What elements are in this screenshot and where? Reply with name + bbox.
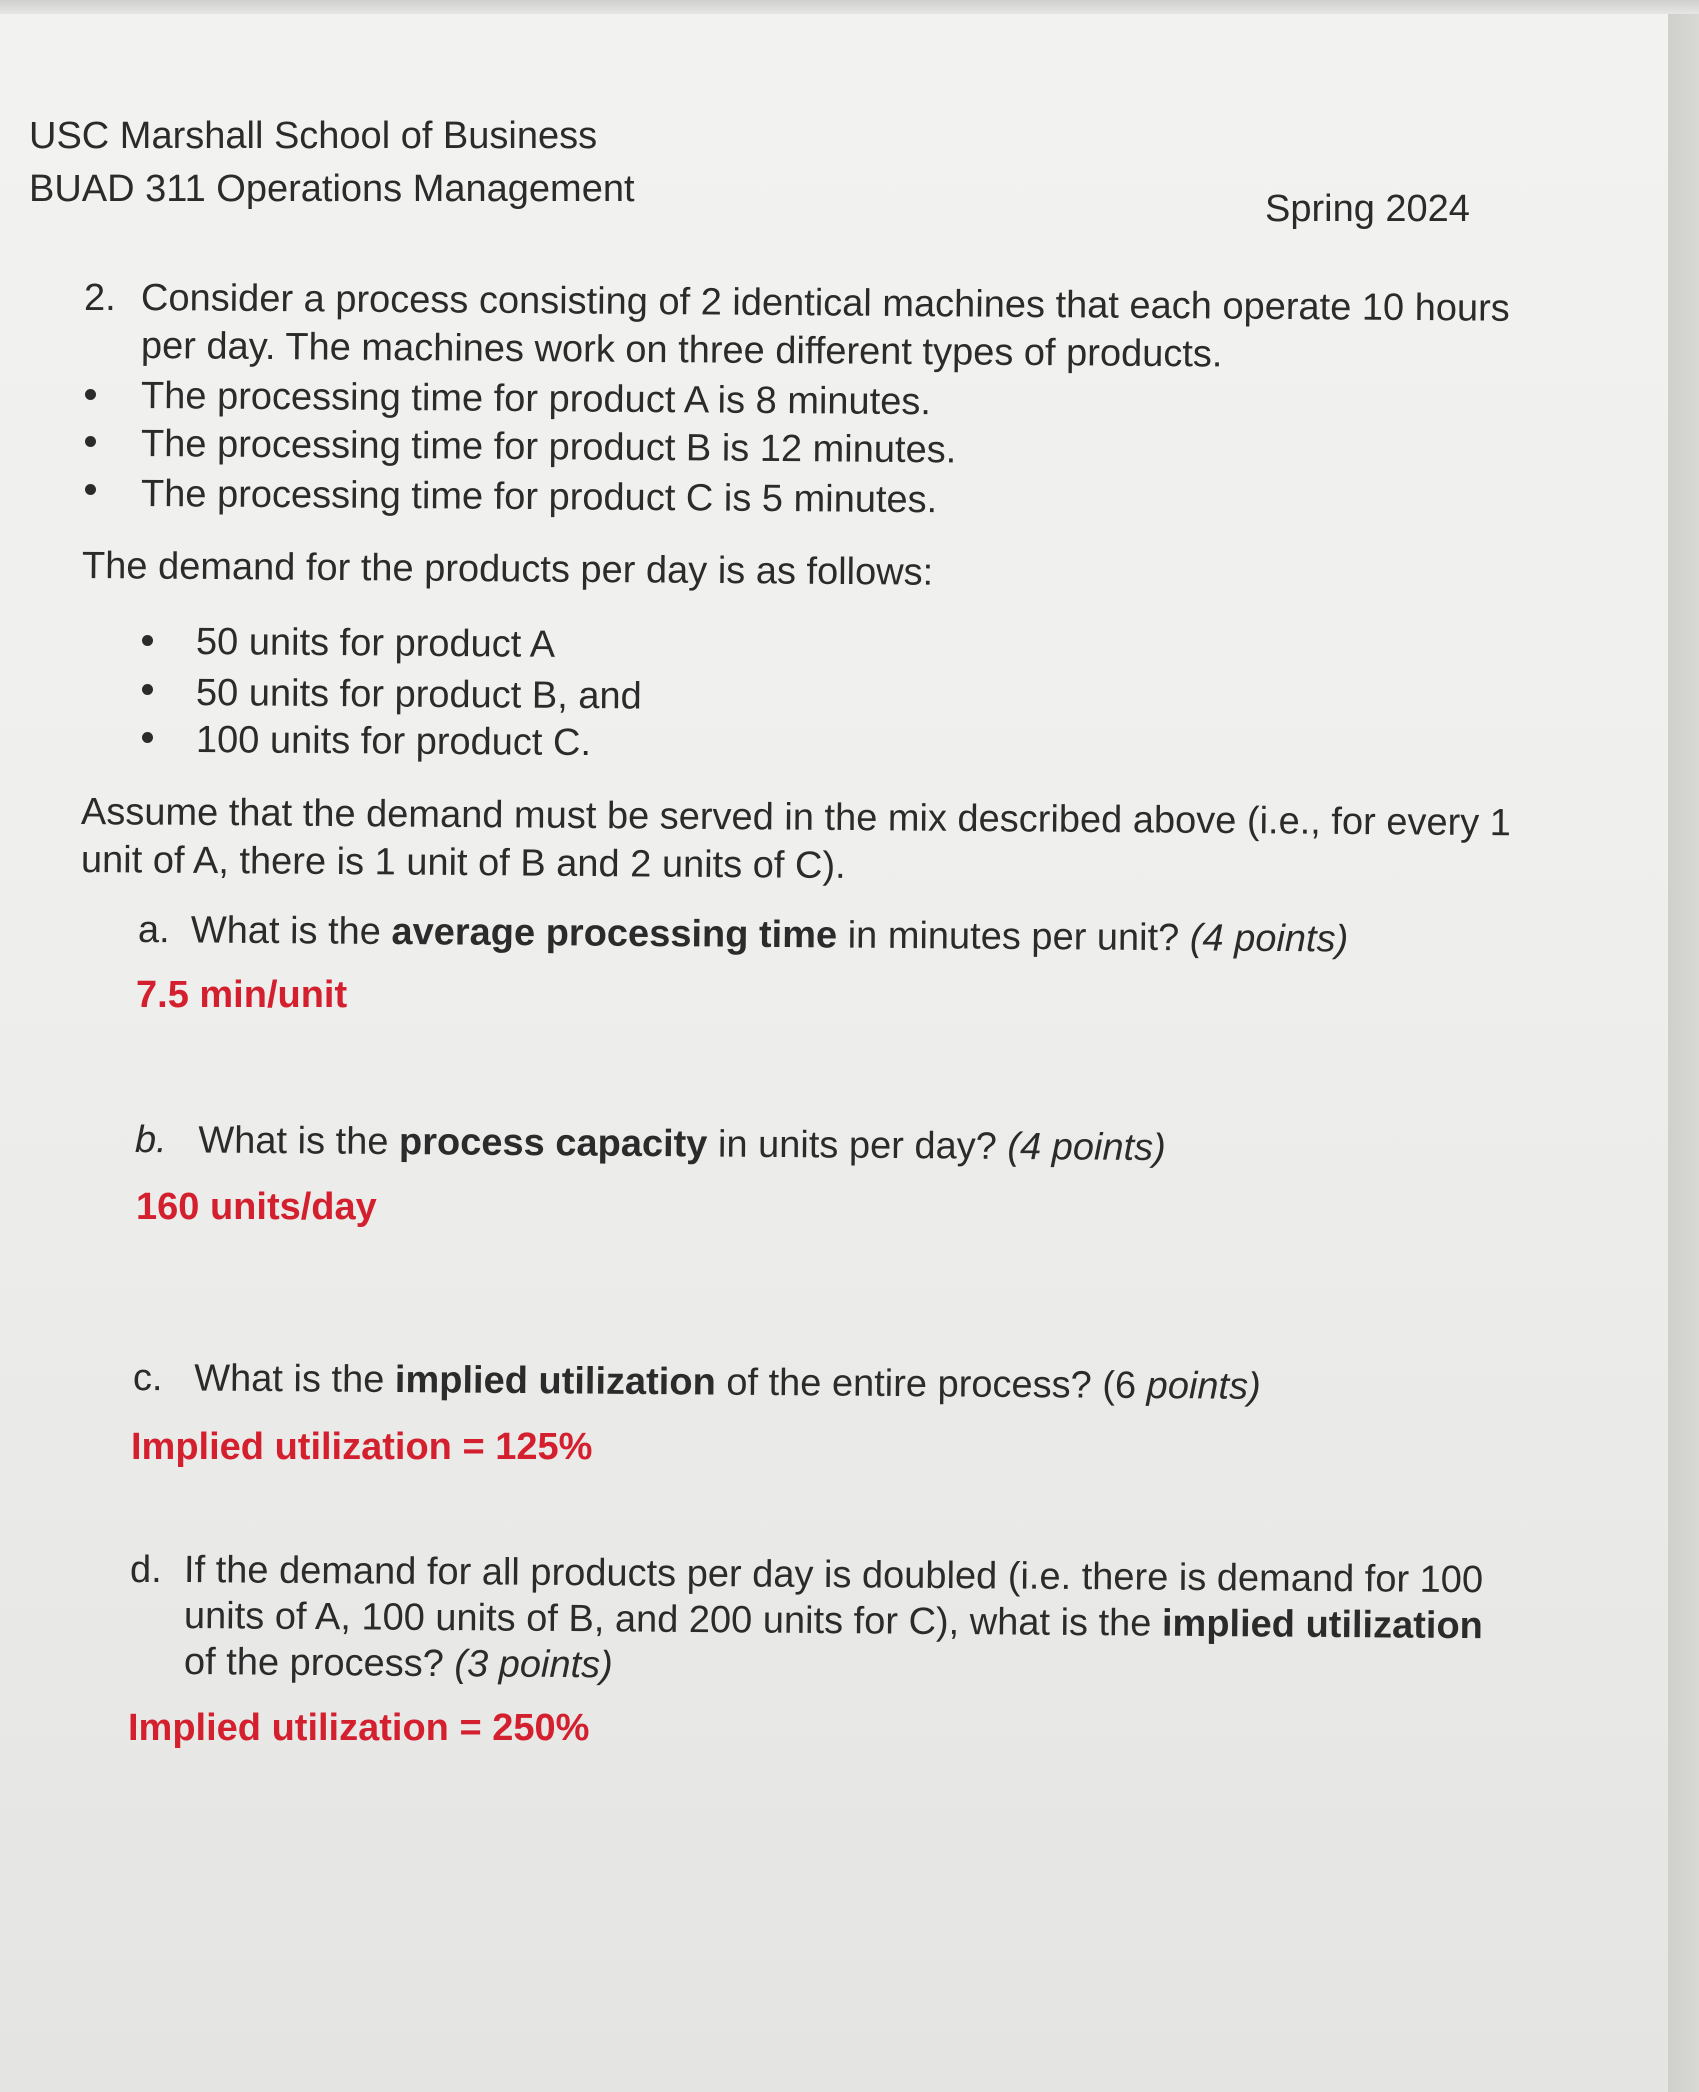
processing-time-b: The processing time for product B is 12 minutes. — [140, 423, 957, 472]
part-a-letter: a. — [137, 909, 170, 952]
part-b-answer: 160 units/day — [136, 1186, 377, 1228]
part-d-line2-pre: units of A, 100 units of B, and 200 units for C), what is the — [183, 1595, 1163, 1645]
part-b-points: (4 points) — [1007, 1125, 1166, 1170]
part-d-line2-bold: implied utilization — [1161, 1602, 1484, 1648]
part-c-post: of the entire process? (6 — [715, 1361, 1147, 1407]
question-number: 2. — [84, 277, 116, 319]
processing-time-a: The processing time for product A is 8 minutes. — [140, 375, 932, 424]
part-c-letter: c. — [132, 1357, 163, 1400]
bullet-icon — [85, 436, 96, 447]
part-b-letter: b. — [134, 1119, 167, 1162]
bullet-icon — [85, 484, 96, 495]
part-a-pre: What is the — [190, 909, 392, 953]
assumption-line2: unit of A, there is 1 unit of B and 2 units of C). — [80, 839, 846, 888]
part-d-answer: Implied utilization = 250% — [128, 1707, 590, 1749]
demand-item-c: 100 units for product C. — [195, 719, 592, 765]
question-intro-line2: per day. The machines work on three different types of products. — [140, 325, 1223, 376]
part-b-pre: What is the — [198, 1119, 400, 1164]
bullet-icon — [142, 684, 153, 695]
question-intro-line1: Consider a process consisting of 2 identical machines that each operate 10 hours — [140, 277, 1510, 330]
part-d-line1: If the demand for all products per day is doubled (i.e. there is demand for 100 — [183, 1549, 1484, 1602]
bullet-icon — [85, 389, 96, 400]
part-c-question — [133, 1356, 1261, 1409]
course-title: BUAD 311 Operations Management — [29, 168, 635, 210]
processing-time-c: The processing time for product C is 5 minutes. — [140, 473, 938, 522]
part-c-points: points) — [1146, 1364, 1261, 1408]
part-c-bold: implied utilization — [394, 1359, 716, 1404]
part-a-points: (4 points) — [1189, 917, 1349, 961]
part-b-post: in units per day? — [707, 1123, 1008, 1168]
part-d-letter: d. — [130, 1549, 162, 1591]
term-label: Spring 2024 — [1265, 188, 1470, 230]
part-d-line3 — [184, 1640, 613, 1687]
part-d-points: (3 points) — [454, 1643, 613, 1687]
page-edge-shadow — [1668, 0, 1699, 2092]
school-name: USC Marshall School of Business — [29, 115, 598, 157]
part-d-line3-pre: of the process? — [183, 1641, 455, 1686]
part-c-pre: What is the — [194, 1357, 396, 1402]
demand-item-b: 50 units for product B, and — [195, 672, 642, 718]
part-b-bold: process capacity — [398, 1121, 708, 1166]
demand-intro: The demand for the products per day is as follows: — [81, 545, 934, 594]
part-a-bold: average processing time — [391, 910, 838, 957]
assumption-line1: Assume that the demand must be served in the mix described above (i.e., for every 1 — [80, 791, 1512, 845]
bullet-icon — [142, 732, 153, 743]
bullet-icon — [142, 635, 153, 646]
part-b-question — [135, 1118, 1166, 1170]
part-a-post: in minutes per unit? — [836, 914, 1191, 960]
part-c-answer: Implied utilization = 125% — [131, 1426, 593, 1468]
demand-item-a: 50 units for product A — [195, 621, 556, 666]
page-top-edge — [0, 0, 1699, 14]
part-a-answer: 7.5 min/unit — [136, 974, 348, 1016]
